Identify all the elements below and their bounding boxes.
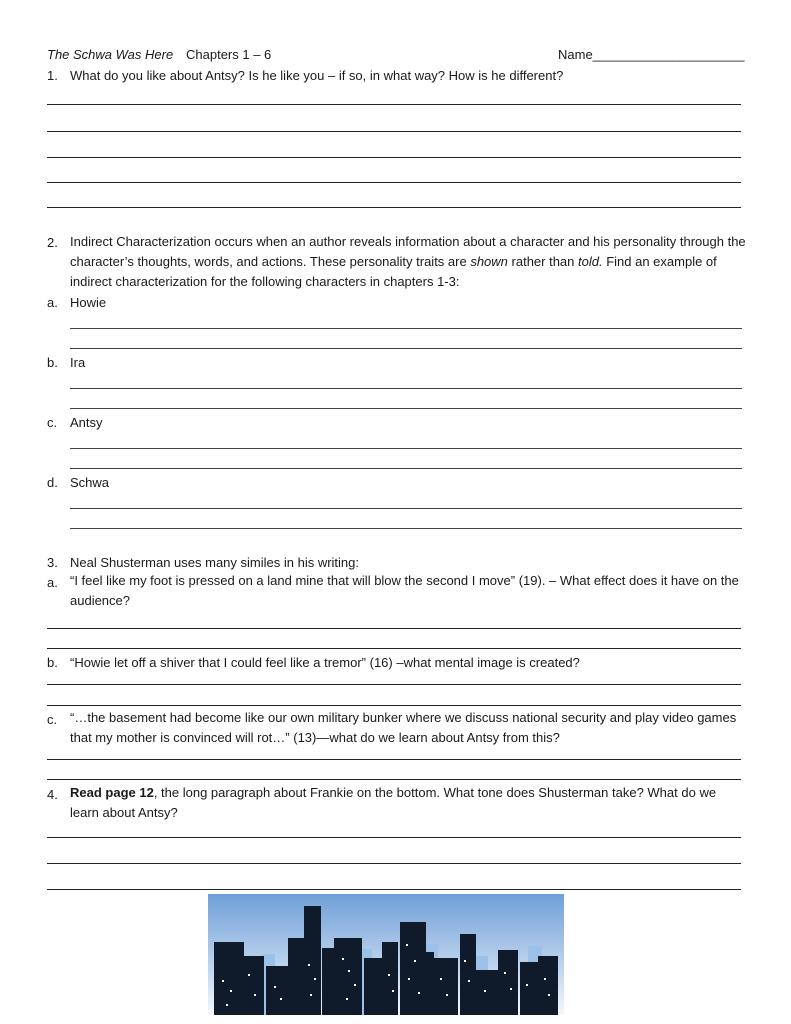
window [354, 984, 356, 986]
question-3c-text: “…the basement had become like our own military bunker where we discuss national security and play video games that my mother is convinced will rot…” (13)—what do we learn about Antsy from this? [70, 710, 737, 745]
question-1-number: 1. [47, 68, 58, 83]
item-letter: c. [47, 415, 58, 430]
character-ira: Ira [70, 355, 86, 370]
answer-line[interactable] [70, 388, 742, 389]
item-letter: b. [47, 655, 58, 670]
window [504, 972, 506, 974]
question-2-text: Indirect Characterization occurs when an author reveals information about a character and his personality through the character’s thoughts, words, and actions. These personality traits are shown rather than told. Find an example of indirect characterization for the following characters in chapters 1-3: [70, 234, 746, 289]
window [274, 986, 276, 988]
building [460, 934, 476, 1015]
window [222, 980, 224, 982]
answer-line[interactable] [47, 889, 741, 890]
window [392, 990, 394, 992]
question-2-number: 2. [47, 235, 58, 250]
item-letter: c. [47, 712, 58, 727]
answer-line[interactable] [70, 468, 742, 469]
question-3-number: 3. [47, 555, 58, 570]
window [526, 984, 528, 986]
building [322, 948, 334, 1015]
answer-line[interactable] [47, 759, 741, 760]
window [254, 994, 256, 996]
window [248, 974, 250, 976]
answer-line[interactable] [47, 131, 741, 132]
answer-line[interactable] [47, 705, 741, 706]
window [468, 980, 470, 982]
building [538, 956, 558, 1015]
building [498, 950, 518, 1015]
question-3a-text: “I feel like my foot is pressed on a land mine that will blow the second I move” (19). – What effect does it have on the audience? [70, 573, 739, 608]
character-antsy: Antsy [70, 415, 103, 430]
window [418, 992, 420, 994]
building [364, 958, 382, 1015]
answer-line[interactable] [70, 528, 742, 529]
building [476, 970, 498, 1015]
question-3b-text: “Howie let off a shiver that I could feel like a tremor” (16) –what mental image is created? [70, 655, 580, 670]
window [342, 958, 344, 960]
window [464, 960, 466, 962]
answer-line[interactable] [47, 182, 741, 183]
answer-line[interactable] [70, 508, 742, 509]
name-field-label: Name_____________________ [558, 47, 745, 62]
answer-line[interactable] [47, 863, 741, 864]
chapters-label: Chapters 1 – 6 [186, 47, 272, 62]
window [484, 990, 486, 992]
answer-line[interactable] [70, 348, 742, 349]
building [214, 942, 244, 1015]
question-1-text: What do you like about Antsy? Is he like you – if so, in what way? How is he different? [70, 68, 564, 83]
question-4-text: Read page 12, the long paragraph about Frankie on the bottom. What tone does Shusterman take? What do we learn about Antsy? [70, 785, 717, 820]
window [414, 960, 416, 962]
item-letter: a. [47, 575, 58, 590]
answer-line[interactable] [47, 104, 741, 105]
answer-line[interactable] [70, 408, 742, 409]
window [548, 994, 550, 996]
book-title: The Schwa Was Here [47, 47, 174, 62]
window [408, 978, 410, 980]
question-3-text: Neal Shusterman uses many similes in his writing: [70, 555, 359, 570]
answer-line[interactable] [70, 448, 742, 449]
building [382, 942, 398, 1015]
window [314, 978, 316, 980]
question-4-number: 4. [47, 787, 58, 802]
building [334, 938, 362, 1015]
window [510, 988, 512, 990]
building [400, 922, 426, 1015]
building [244, 956, 264, 1015]
building [304, 906, 321, 1015]
window [406, 944, 408, 946]
answer-line[interactable] [47, 837, 741, 838]
answer-line[interactable] [70, 328, 742, 329]
window [346, 998, 348, 1000]
building [432, 958, 458, 1015]
answer-line[interactable] [47, 684, 741, 685]
answer-line[interactable] [47, 779, 741, 780]
item-letter: a. [47, 295, 58, 310]
character-schwa: Schwa [70, 475, 110, 490]
window [308, 964, 310, 966]
window [348, 970, 350, 972]
window [544, 978, 546, 980]
answer-line[interactable] [47, 207, 741, 208]
character-howie: Howie [70, 295, 107, 310]
window [230, 990, 232, 992]
answer-line[interactable] [47, 648, 741, 649]
window [226, 1004, 228, 1006]
city-skyline-image [208, 894, 564, 1015]
window [310, 994, 312, 996]
item-letter: b. [47, 355, 58, 370]
building [520, 962, 538, 1015]
item-letter: d. [47, 475, 58, 490]
building [266, 966, 288, 1015]
window [388, 974, 390, 976]
answer-line[interactable] [47, 628, 741, 629]
answer-line[interactable] [47, 157, 741, 158]
window [440, 978, 442, 980]
building [288, 938, 304, 1015]
window [280, 998, 282, 1000]
window [446, 994, 448, 996]
